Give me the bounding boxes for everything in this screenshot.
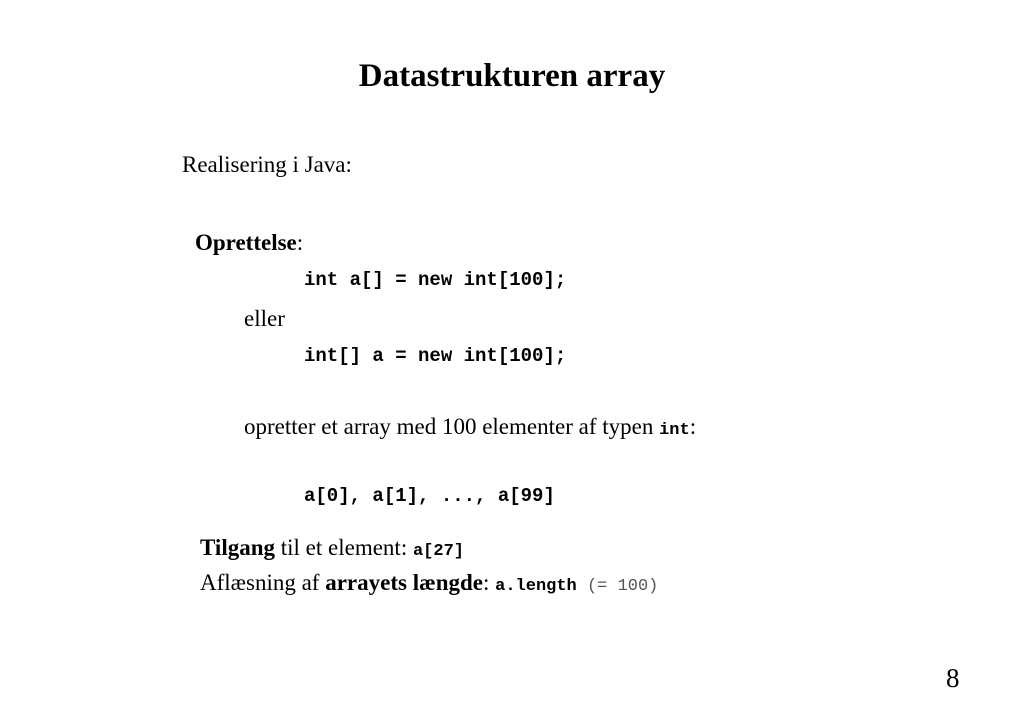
slide-title: Datastrukturen array (358, 58, 666, 94)
creation-label-suffix: : (296, 230, 304, 255)
intro-text: Realisering i Java: (182, 152, 352, 177)
description-line (244, 414, 696, 440)
length-note: (= 100) (576, 577, 659, 596)
type-code: int (659, 421, 690, 440)
length-label: arrayets længde (325, 570, 483, 595)
creation-code-1: int a[] = new int[100]; (304, 269, 567, 291)
elements-code: a[0], a[1], ..., a[99] (304, 485, 555, 507)
description-text: opretter et array med 100 elementer af typen (244, 414, 660, 439)
creation-code-2: int[] a = new int[100]; (304, 345, 567, 367)
creation-label: Oprettelse (195, 230, 297, 255)
length-suffix: : (483, 570, 496, 595)
access-code: a[27] (412, 542, 464, 561)
length-prefix: Aflæsning af (200, 570, 326, 595)
length-code: a.length (495, 577, 577, 596)
access-text: til et element: (275, 535, 413, 560)
or-text: eller (244, 306, 285, 331)
access-label: Tilgang (200, 535, 275, 560)
description-suffix: : (689, 414, 697, 439)
length-line (200, 570, 658, 596)
access-line (200, 535, 464, 561)
creation-heading (195, 230, 303, 256)
page-number: 8 (946, 663, 960, 693)
